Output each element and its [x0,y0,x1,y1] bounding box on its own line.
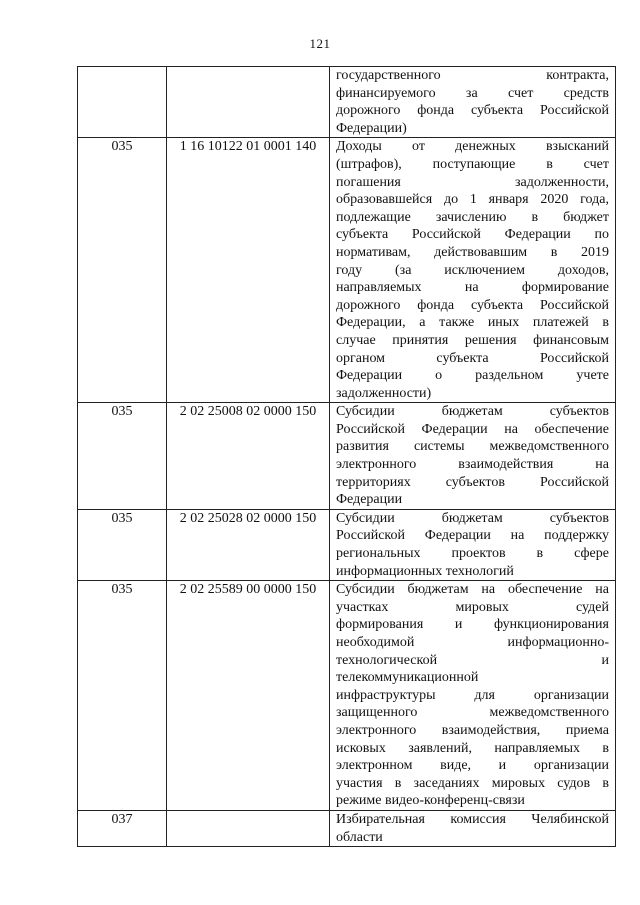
table-row [78,138,616,403]
description-line: Федерации о раздельном учете [336,368,609,384]
description-line: Субсидии бюджетам на обеспечение на [336,582,609,598]
description-line: Субсидии бюджетам субъектов [336,404,609,420]
description-line: исковых заявлений, направляемых в [336,740,609,756]
budget-classification-code-cell: 2 02 25028 02 0000 150 [167,509,330,580]
description-line: образовавшейся до 1 января 2020 года, [336,192,609,208]
description-line: органом субъекта Российской [336,350,609,366]
table-body [78,67,616,847]
description-line: электронного взаимодействия, приема [336,722,609,738]
description-line: направляемых на формирование [336,280,609,296]
budget-classification-code-cell: 2 02 25589 00 0000 150 [167,581,330,811]
table-row [78,403,616,510]
description-line: Российской Федерации на обеспечение [336,421,609,437]
description-line: Федерации) [336,120,407,136]
budget-classification-code-cell [167,810,330,846]
description-line: Федерации, а также иных платежей в [336,315,609,331]
description-line: подлежащие зачислению в бюджет [336,209,609,225]
admin-code-cell: 035 [78,138,167,403]
revenue-description-cell [330,67,616,138]
description-line: территориях субъектов Российской [336,474,609,490]
revenue-description-cell [330,810,616,846]
description-line: Российской Федерации на поддержку [336,528,609,544]
description-line: случае принятия решения финансовым [336,332,609,348]
description-line: необходимой информационно- [336,635,609,650]
description-line: инфраструктуры для организации [336,687,609,703]
revenue-description-cell [330,138,616,403]
description-line: информационных технологий [336,563,514,579]
table-row [78,509,616,580]
budget-classification-code-cell: 2 02 25008 02 0000 150 [167,403,330,510]
revenue-codes-table [77,66,616,847]
description-line: финансируемого за счет средств [336,85,609,101]
description-line: Субсидии бюджетам субъектов [336,510,609,526]
description-line: телекоммуникационной [336,670,479,686]
table-row [78,67,616,138]
description-line: формирования и функционирования [336,617,609,633]
description-line: Доходы от денежных взысканий [336,139,609,155]
description-line: участия в заседаниях мировых судов в [336,775,609,791]
admin-code-cell: 037 [78,810,167,846]
admin-code-cell: 035 [78,581,167,811]
description-line: развития системы межведомственного [336,439,609,455]
admin-code-cell: 035 [78,403,167,510]
description-line: задолженности) [336,385,432,401]
description-line: участках мировых судей [336,599,609,615]
table-row [78,581,616,811]
description-line: субъекта Российской Федерации по [336,227,609,243]
description-line: погашения задолженности, [336,174,609,190]
description-line: Избирательная комиссия Челябинской [336,811,609,827]
description-line: электронного взаимодействия на [336,457,609,473]
description-line: режиме видео-конференц-связи [336,793,525,809]
table-row [78,810,616,846]
admin-code-cell [78,67,167,138]
page-number: 121 [309,36,331,51]
description-line: дорожного фонда субъекта Российской [336,103,609,119]
description-line: Федерации [336,492,403,508]
revenue-description-cell [330,509,616,580]
description-line: защищенного межведомственного [336,705,609,721]
description-line: региональных проектов в сфере [336,546,609,562]
admin-code-cell: 035 [78,509,167,580]
revenue-description-cell [330,581,616,811]
revenue-description-cell [330,403,616,510]
budget-classification-code-cell [167,67,330,138]
description-line: дорожного фонда субъекта Российской [336,297,609,313]
budget-classification-code-cell: 1 16 10122 01 0001 140 [167,138,330,403]
description-line: (штрафов), поступающие в счет [336,156,609,172]
description-line: области [336,829,383,845]
description-line: технологической и [336,652,609,668]
description-line: государственного контракта, [336,68,609,83]
description-line: нормативам, действовавшим в 2019 [336,244,609,260]
description-line: электронном виде, и организации [336,758,609,774]
description-line: году (за исключением доходов, [336,262,609,278]
